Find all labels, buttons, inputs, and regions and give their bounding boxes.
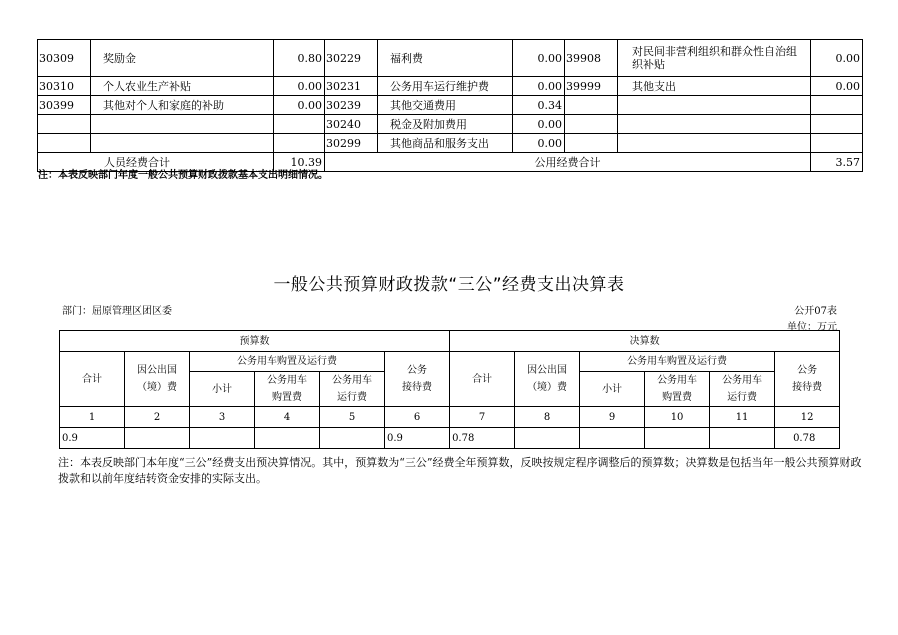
value-cell: [255, 428, 320, 449]
amount-cell: [811, 134, 863, 153]
name-cell: 其他对个人和家庭的补助: [91, 96, 274, 115]
value-cell: [190, 428, 255, 449]
reception-header: [385, 352, 450, 407]
amount-cell: 0.80: [274, 40, 325, 77]
car-header: 公务用车购置及运行费: [580, 352, 775, 372]
table-row: [38, 40, 863, 77]
value-cell: [645, 428, 710, 449]
column-number: 3: [190, 407, 255, 428]
code-cell: 30309: [38, 40, 91, 77]
column-number: 7: [450, 407, 515, 428]
subtotal-header: 小计: [190, 372, 255, 407]
car-purchase-header-line2: 购置费: [272, 392, 302, 403]
column-number: 10: [645, 407, 710, 428]
form-number: 公开07表: [794, 306, 837, 317]
code-cell: 39908: [565, 40, 618, 77]
amount-cell: [811, 115, 863, 134]
basic-expenditure-table: [37, 39, 863, 172]
name-cell: [91, 134, 274, 153]
unit-label: 单位：万元: [787, 322, 837, 333]
abroad-header-line2: （境）费: [527, 382, 568, 393]
code-cell: 30231: [325, 77, 378, 96]
table-row: [38, 96, 863, 115]
name-cell: 对民间非营利组织和群众性自治组织补贴: [618, 40, 811, 77]
amount-cell: [274, 134, 325, 153]
column-number: 5: [320, 407, 385, 428]
table-row: [38, 115, 863, 134]
total-header: 合计: [60, 352, 125, 407]
car-purchase-header-line2: 购置费: [662, 392, 693, 403]
table-row: [38, 77, 863, 96]
name-cell: 其他支出: [618, 77, 811, 96]
value-cell: [515, 428, 580, 449]
amount-cell: 0.00: [811, 77, 863, 96]
header-row: [60, 331, 840, 352]
amount-cell: 0.00: [513, 115, 565, 134]
car-purchase-header-line1: 公务用车: [657, 375, 698, 386]
public-total-label: 公用经费合计: [325, 153, 811, 172]
code-cell: [565, 115, 618, 134]
column-number: 1: [60, 407, 125, 428]
budget-group-header: 预算数: [60, 331, 450, 352]
amount-cell: 0.00: [274, 96, 325, 115]
column-number: 9: [580, 407, 645, 428]
name-cell: 福利费: [378, 40, 513, 77]
amount-cell: 0.34: [513, 96, 565, 115]
car-purchase-header: [255, 372, 320, 407]
personnel-total-label: 人员经费合计: [38, 153, 274, 172]
personnel-total-value: 10.39: [274, 153, 325, 172]
amount-cell: 0.00: [811, 40, 863, 77]
total-header: 合计: [450, 352, 515, 407]
car-header: 公务用车购置及运行费: [190, 352, 385, 372]
value-cell: [710, 428, 775, 449]
name-cell: [618, 134, 811, 153]
car-running-header-line2: 运行费: [337, 392, 367, 403]
abroad-header-line1: 因公出国: [137, 365, 177, 376]
value-cell: [580, 428, 645, 449]
code-cell: 30399: [38, 96, 91, 115]
value-cell: [125, 428, 190, 449]
code-cell: 39999: [565, 77, 618, 96]
header-row: [60, 352, 840, 372]
reception-header-line2: 接待费: [402, 382, 433, 393]
reception-header-line1: 公务: [797, 365, 818, 376]
amount-cell: [274, 115, 325, 134]
amount-cell: 0.00: [274, 77, 325, 96]
car-purchase-header-line1: 公务用车: [267, 375, 307, 386]
amount-cell: 0.00: [513, 40, 565, 77]
reception-header-line1: 公务: [407, 365, 428, 376]
code-cell: [565, 134, 618, 153]
car-purchase-header: [645, 372, 710, 407]
value-cell: 0.9: [60, 428, 125, 449]
page-title: 一般公共预算财政拨款“三公”经费支出决算表: [273, 275, 625, 295]
amount-cell: [811, 96, 863, 115]
name-cell: [91, 115, 274, 134]
code-cell: [38, 134, 91, 153]
table2-note: 注：本表反映部门本年度“三公”经费支出预决算情况。其中，预算数为“三公”经费全年预算数，反映按规定程序调整后的预算数；决算数是包括当年一般公共预算财政拨款和以前年度结转资金安排的实际支出。: [58, 456, 862, 485]
car-running-header-line1: 公务用车: [722, 375, 763, 386]
column-number: 4: [255, 407, 320, 428]
code-cell: 30310: [38, 77, 91, 96]
values-row: [60, 428, 840, 449]
name-cell: 个人农业生产补贴: [91, 77, 274, 96]
name-cell: 公务用车运行维护费: [378, 77, 513, 96]
car-running-header: [710, 372, 775, 407]
abroad-header: [125, 352, 190, 407]
code-cell: 30240: [325, 115, 378, 134]
car-running-header: [320, 372, 385, 407]
code-cell: 30299: [325, 134, 378, 153]
column-number: 2: [125, 407, 190, 428]
column-number: 12: [775, 407, 840, 428]
abroad-header-line1: 因公出国: [527, 365, 568, 376]
column-number: 11: [710, 407, 775, 428]
value-cell: [320, 428, 385, 449]
car-running-header-line2: 运行费: [727, 392, 758, 403]
value-cell: 0.78: [450, 428, 515, 449]
name-cell: 奖励金: [91, 40, 274, 77]
code-cell: [38, 115, 91, 134]
amount-cell: 0.00: [513, 134, 565, 153]
subtotal-header: 小计: [580, 372, 645, 407]
table1-note: 注：本表反映部门年度一般公共预算财政拨款基本支出明细情况。: [38, 170, 328, 181]
final-group-header: 决算数: [450, 331, 840, 352]
value-cell: 0.78: [775, 428, 840, 449]
reception-header: [775, 352, 840, 407]
three-public-expenses-table: [59, 330, 840, 449]
value-cell: 0.9: [385, 428, 450, 449]
code-cell: [565, 96, 618, 115]
column-number-row: [60, 407, 840, 428]
abroad-header-line2: （境）费: [137, 382, 177, 393]
public-total-value: 3.57: [811, 153, 863, 172]
name-cell: 税金及附加费用: [378, 115, 513, 134]
amount-cell: 0.00: [513, 77, 565, 96]
code-cell: 30239: [325, 96, 378, 115]
code-cell: 30229: [325, 40, 378, 77]
name-cell: 其他商品和服务支出: [378, 134, 513, 153]
name-cell: [618, 115, 811, 134]
column-number: 8: [515, 407, 580, 428]
table-row: [38, 134, 863, 153]
column-number: 6: [385, 407, 450, 428]
abroad-header: [515, 352, 580, 407]
department-label: 部门：屈原管理区团区委: [62, 306, 172, 317]
name-cell: [618, 96, 811, 115]
car-running-header-line1: 公务用车: [332, 375, 372, 386]
reception-header-line2: 接待费: [792, 382, 823, 393]
name-cell: 其他交通费用: [378, 96, 513, 115]
